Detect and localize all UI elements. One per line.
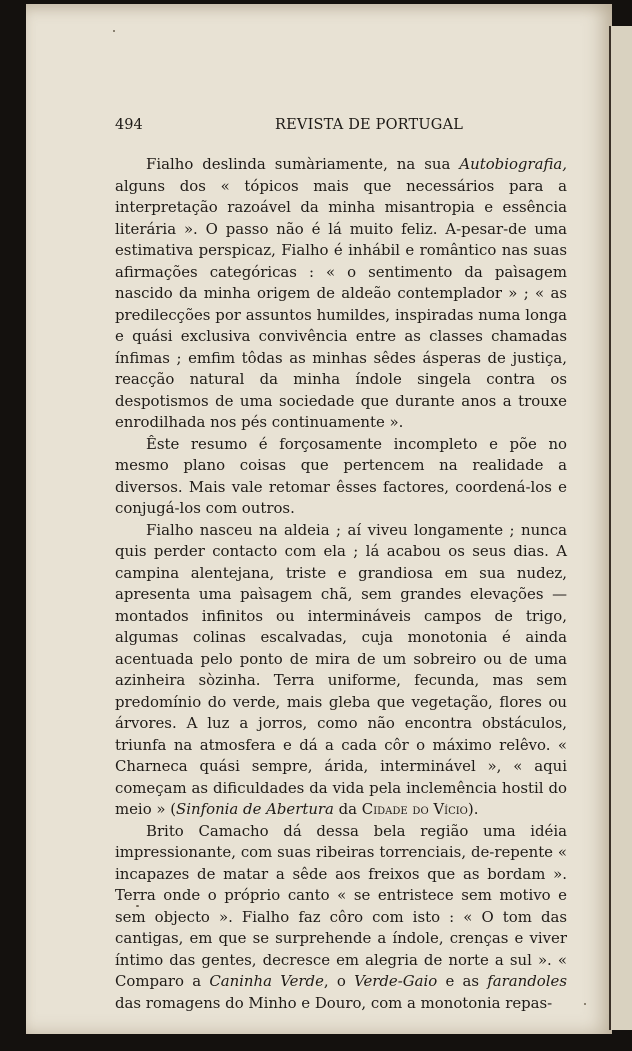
page-number: 494 [115, 117, 143, 133]
p3-text-c: da [333, 800, 362, 818]
paragraph-1 [115, 154, 567, 434]
p4-text-a: Brito Camacho dá dessa bela região uma idéia impressionante, com suas ribeiras torrenciais, de-repente « incapazes de matar a sêde aos freixos que as bordam ». Terra onde o próprio canto « se entristece sem motivo e sem objecto ». Fialho faz côro com isto : « O tom das cantigas, em que se surprehende a índole, crenças e viver íntimo das gentes, decresce em alegria de norte a sul ». « Comparo a [115, 821, 567, 990]
p4-title-farandoles: farandoles [487, 972, 567, 990]
adjacent-page-edge [609, 26, 632, 1030]
p4-title-caninha-verde: Caninha Verde [209, 972, 324, 990]
paper-speck [113, 30, 115, 32]
paper-speck [136, 905, 139, 907]
p1-title-autobiografia: Autobiografia, [459, 155, 567, 173]
p3-text-a: Fialho nasceu na aldeia ; aí viveu longamente ; nunca quis perder contacto com ela ; lá acabou os seus dias. A campina alentejana, triste e grandiosa em sua nudez, apresenta uma paìsagem chã, sem grandes elevações — montados infinitos ou intermináveis campos de trigo, algumas colinas escalvadas, cuja monotonia é ainda acentuada pelo ponto de mira de um sobreiro ou de uma azinheira sòzinha. Terra uniforme, fecunda, mas sem predomínio do verde, mais gleba que vegetação, flores ou árvores. A luz a jorros, como não encontra obstáculos, triunfa na atmosfera e dá a cada côr o máximo relêvo. « Charneca quási sempre, árida, interminável », « aqui começam as dificuldades da vida pela inclemência hostil do meio » ( [115, 520, 567, 818]
article-body [115, 154, 567, 1014]
paper-speck [584, 1003, 586, 1005]
p4-title-verde-gaio: Verde-Gaio [354, 972, 438, 990]
p1-text-a: Fialho deslinda sumàriamente, na sua [146, 155, 460, 173]
p1-text-c: alguns dos « tópicos mais que necessários para a interpretação razoável da minha misantropia e essência literária ». O passo não é lá muito feliz. A-pesar-de uma estimativa perspicaz, Fialho é inhábil e romântico nas suas afirmações categóricas : « o sentimento da paìsagem nascido da minha origem de aldeão contemplador » ; « as predilecções por assuntos humildes, inspiradas numa longa e quási exclusiva convivência entre as classes chamadas ínfimas ; emfim tôdas as minhas sêdes ásperas de justiça, reacção natural da minha índole singela contra os despotismos de uma sociedade que durante anos a trouxe enrodilhada nos pés continuamente ». [115, 176, 567, 431]
paragraph-3 [115, 520, 567, 821]
paragraph-2: Êste resumo é forçosamente incompleto e põe no mesmo plano coisas que pertencem na realidade a diversos. Mais vale retomar êsses factores, coordená-los e conjugá-los com outros. [115, 434, 567, 517]
p3-title-cidade-do-vicio: Cidade do Vício [361, 800, 468, 818]
p4-text-e: e as [437, 972, 488, 990]
running-title: REVISTA DE PORTUGAL [275, 117, 464, 133]
p4-text-g: das romagens do Minho e Douro, com a monotonia repas- [115, 993, 553, 1012]
p3-text-e: ). [467, 800, 479, 818]
page-header [115, 117, 545, 137]
paragraph-4 [115, 821, 567, 1015]
p4-text-c: , o [323, 972, 355, 990]
p3-title-sinfonia: Sinfonia de Abertura [176, 800, 334, 818]
